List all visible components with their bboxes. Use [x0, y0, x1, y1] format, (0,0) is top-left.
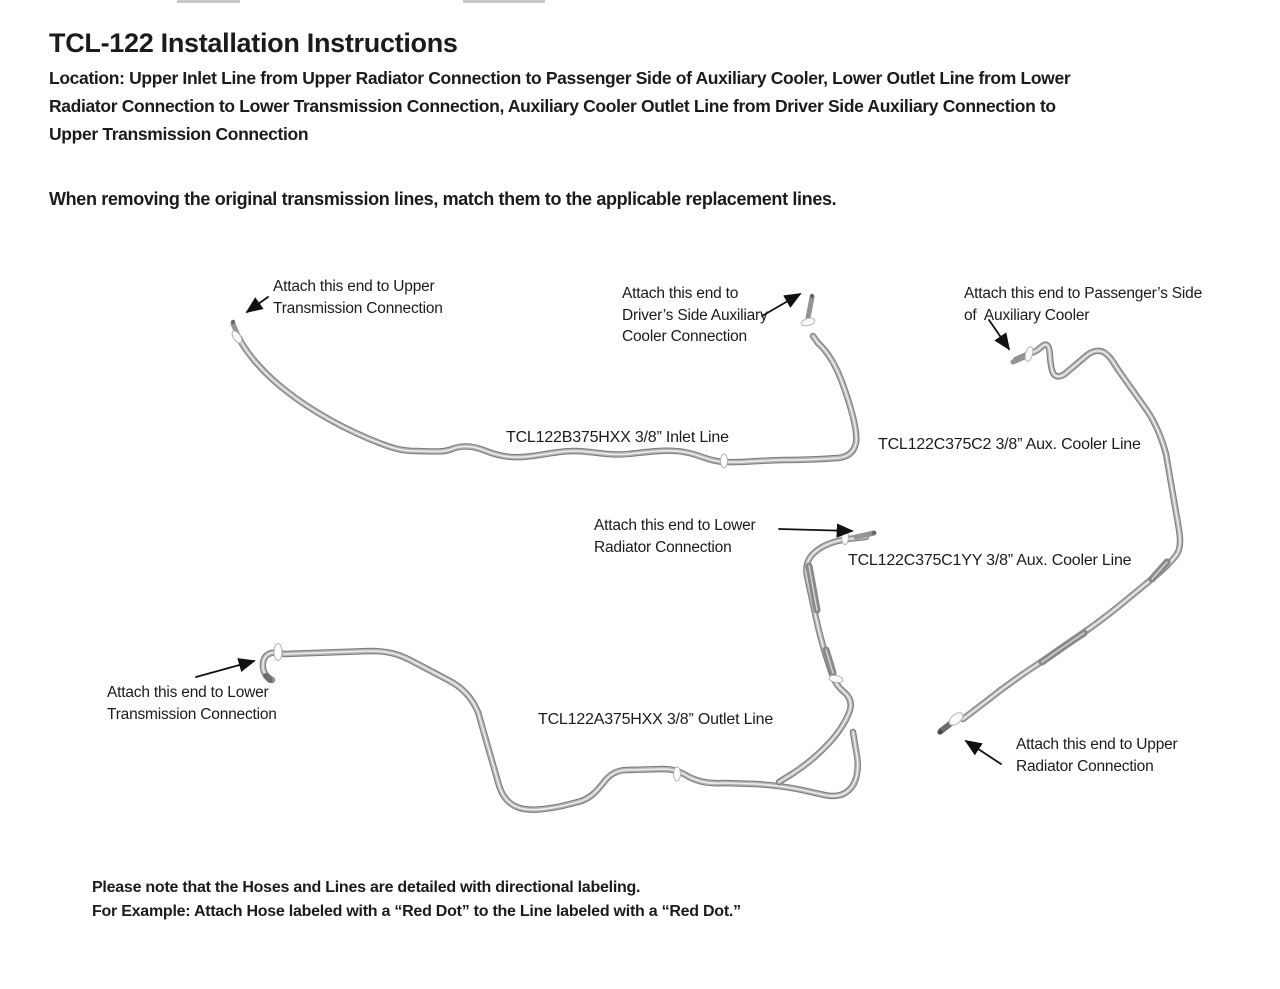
tube-aux-cooler-line-c2 — [963, 345, 1180, 719]
callout-upper-transmission: Attach this end to Upper Transmission Connection — [273, 278, 443, 317]
part-label-inlet-line: TCL122B375HXX 3/8” Inlet Line — [506, 429, 729, 446]
intro-text: When removing the original transmission lines, match them to the applicable replacement lines. — [49, 189, 837, 209]
callout-drivers-side-aux-cooler: Attach this end to Driver’s Side Auxiliary Cooler Connection — [622, 285, 768, 345]
part-label-aux-cooler-line-c1yy: TCL122C375C1YY 3/8” Aux. Cooler Line — [848, 552, 1132, 569]
location-text-line: Radiator Connection to Lower Transmission Connection, Auxiliary Cooler Outlet Line from Driver Side Auxiliary Connection to — [49, 96, 1056, 116]
part-label-outlet-line: TCL122A375HXX 3/8” Outlet Line — [538, 711, 774, 728]
callout-passenger-side-aux-cooler: Attach this end to Passenger’s Side of Auxiliary Cooler — [964, 285, 1202, 324]
tube-outlet-line — [263, 651, 858, 810]
callout-lower-transmission: Attach this end to Lower Transmission Connection — [107, 684, 277, 723]
footnote-line: Please note that the Hoses and Lines are detailed with directional labeling. — [92, 879, 641, 896]
callout-lower-radiator: Attach this end to Lower Radiator Connection — [594, 517, 756, 556]
callout-upper-radiator: Attach this end to Upper Radiator Connection — [1016, 736, 1178, 775]
braided-hose-sections — [809, 562, 1167, 673]
part-label-aux-cooler-line-c2: TCL122C375C2 3/8” Aux. Cooler Line — [878, 436, 1141, 453]
location-text-line: Location: Upper Inlet Line from Upper Radiator Connection to Passenger Side of Auxiliary Cooler, Lower Outlet Line from Lower — [49, 68, 1071, 88]
page-title: TCL-122 Installation Instructions — [49, 28, 458, 58]
footnote-line: For Example: Attach Hose labeled with a “Red Dot” to the Line labeled with a “Red Dot.” — [92, 903, 741, 920]
location-text-line: Upper Transmission Connection — [49, 124, 309, 144]
